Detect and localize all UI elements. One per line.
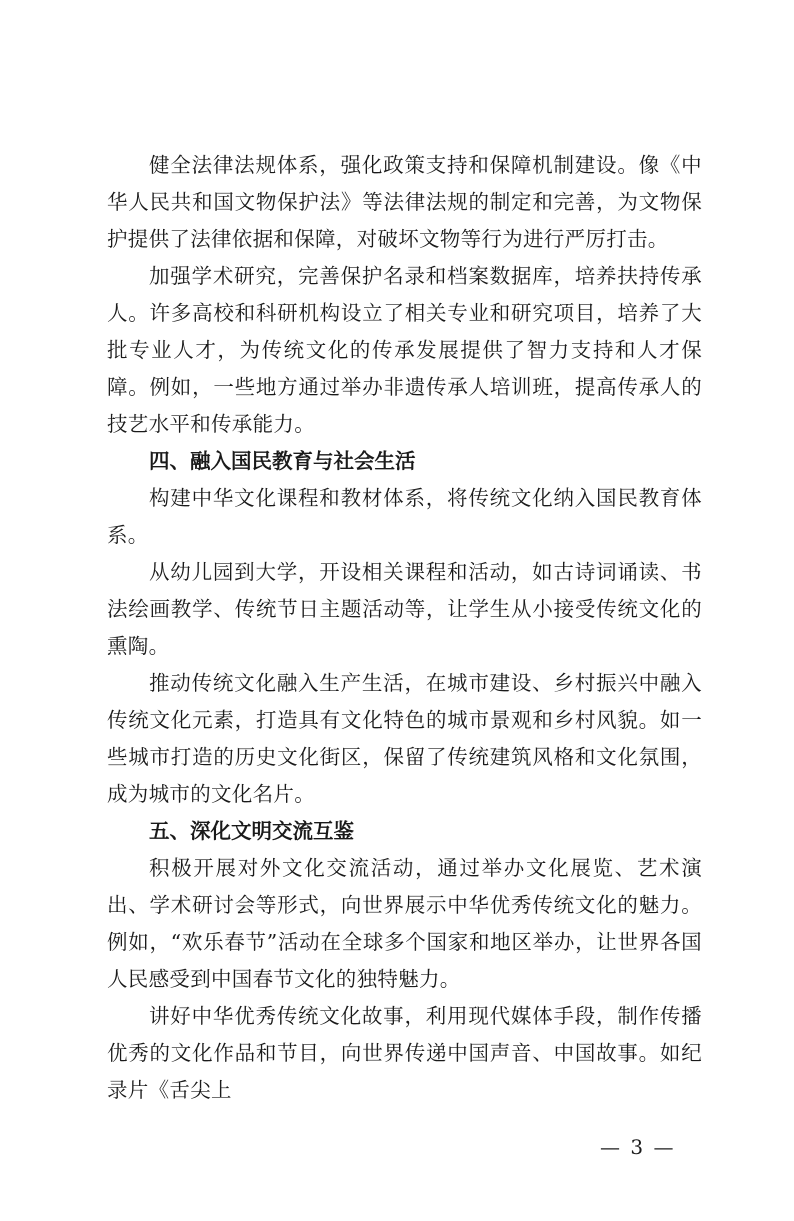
paragraph-cultural-exchange: 积极开展对外文化交流活动，通过举办文化展览、艺术演出、学术研讨会等形式，向世界展示中华优秀传统文化的魅力。例如，“欢乐春节”活动在全球多个国家和地区举办，让世界各国人民感受到中国春节文化的独特魅力。 — [107, 856, 702, 991]
paragraph-education-activities: 从幼儿园到大学，开设相关课程和活动，如古诗词诵读、书法绘画教学、传统节日主题活动等，让学生从小接受传统文化的熏陶。 — [107, 560, 702, 658]
section-heading-5: 五、深化文明交流互鉴 — [149, 819, 355, 843]
paragraph-academic-research: 加强学术研究，完善保护名录和档案数据库，培养扶持传承人。许多高校和科研机构设立了相关专业和研究项目，培养了大批专业人才，为传统文化的传承发展提供了智力支持和人才保障。例如，一些地方通过举办非遗传承人培训班，提高传承人的技艺水平和传承能力。 — [107, 264, 702, 436]
paragraph-legal-system: 健全法律法规体系，强化政策支持和保障机制建设。像《中华人民共和国文物保护法》等法律法规的制定和完善，为文物保护提供了法律依据和保障，对破坏文物等行为进行严厉打击。 — [107, 153, 702, 251]
paragraph-curriculum: 构建中华文化课程和教材体系，将传统文化纳入国民教育体系。 — [107, 486, 702, 547]
document-body — [107, 147, 702, 1109]
paragraph-daily-life: 推动传统文化融入生产生活，在城市建设、乡村振兴中融入传统文化元素，打造具有文化特色的城市景观和乡村风貌。如一些城市打造的历史文化街区，保留了传统建筑风格和文化氛围，成为城市的文化名片。 — [107, 671, 702, 806]
paragraph-storytelling: 讲好中华优秀传统文化故事，利用现代媒体手段，制作传播优秀的文化作品和节目，向世界传递中国声音、中国故事。如纪录片《舌尖上 — [107, 1004, 702, 1102]
page-footer — [0, 1109, 794, 1161]
section-heading-4: 四、融入国民教育与社会生活 — [149, 449, 416, 473]
page-number: — 3 — — [600, 1135, 676, 1159]
